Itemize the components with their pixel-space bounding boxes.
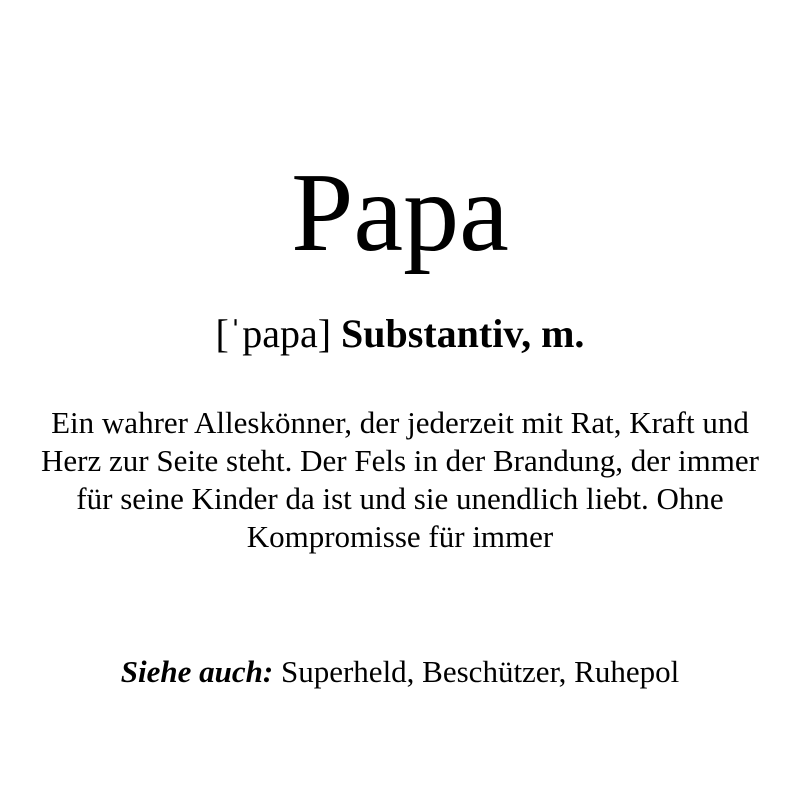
part-of-speech: Substantiv, m. (341, 311, 585, 356)
definition-text: Ein wahrer Alleskönner, der jederzeit mit Rat, Kraft und Herz zur Seite steht. Der Fels in der Brandung, der immer für seine Kinder da ist und sie unendlich liebt. Ohne Kompromisse für immer (41, 405, 759, 554)
see-also-terms: Superheld, Beschützer, Ruhepol (280, 654, 680, 689)
headword: Papa (291, 151, 509, 275)
pronunciation: [ˈpapa] (215, 311, 332, 356)
see-also-line (0, 652, 800, 692)
pronunciation-line (0, 308, 800, 360)
see-also-label: Siehe auch: (120, 654, 274, 689)
